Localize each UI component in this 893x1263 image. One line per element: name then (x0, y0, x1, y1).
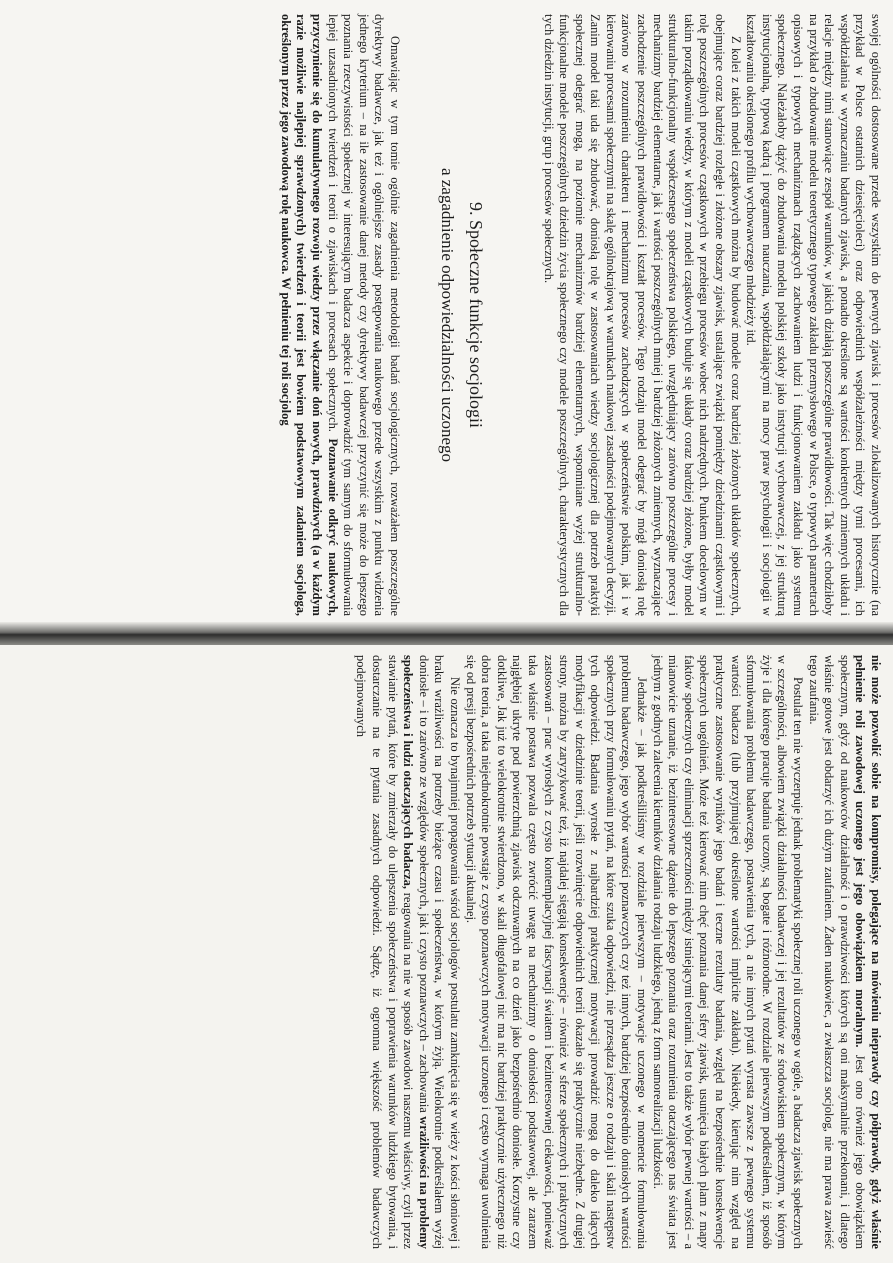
paragraph: swojej ogólności dostosowane przede wszystkim do pewnych zjawisk i procesów zlokalizowanych historycznie (na przykład w Polsce ostatnich dziesięcioleci) oraz odpowiednich współzależności między tymi procesami, ich współdziałania w wyznaczaniu badanych zjawisk, a ponadto określone są wartości konkretnych zmiennych układu i relacje między nimi stanowiące zespół warunków, w jakich działają poszczególne prawidłowości. Tak więc chodziłoby na przykład o zbudowanie modelu teoretycznego typowego zakładu przemysłowego w Polsce, o typowych parametrach opisowych i typowych mechanizmach rządzących zachowaniem ludzi i funkcjonowaniem zakładu jako systemu społecznego. Należałoby dążyć do zbudowania modelu polskiej szkoły jako instytucji wychowawczej, z jej strukturą instytucjonalną, typową kadrą i programem nauczania, współdziałającymi na mocy praw psychologii i socjologii w kształtowaniu określonego profilu wychowawczego młodzieży itd. (744, 14, 883, 616)
section-gap (488, 14, 540, 616)
paragraph (277, 14, 402, 616)
left-page (0, 0, 893, 622)
paragraph: Jednakże – jak podkreśliliśmy w rozdziale pierwszym – motywacje uczonego w momencie formułowania problemu badawczego, jego wybór wartości poznawczych czy też innych, bardziej bezpośrednio doniosłych wartości społecznych przy formułowaniu pytań, na które szuka odpowiedzi, nie przesądza jeszcze o rodzaju i skali następstw tych odpowiedzi. Badania wyrosłe z najbardziej praktycznej motywacji prowadzić mogą do daleko idących modyfikacji w dziedzinie teorii, jeśli rozwinięcie odpowiednich teorii okazało się praktycznie niezbędne. Z drugiej strony, można by zaryzykować też, iż najdalej sięgają konsekwencje – również w sferze społecznych i praktycznych zastosowań – prac wyrosłych z czysto kontemplacyjnej fascynacji światem i bezinteresownej ciekawości, ponieważ taka właśnie postawa pozwala często zwrócić uwagę na mechanizmy o doniosłości podstawowej, ale zarazem najgłębiej ukryte pod powierzchnią zjawisk odczuwanych na co dzień jako bezpośrednio doniosłe. Korzystne czy dotkliwe, Jak już to wielokrotnie stwierdzono, w skali długofalowej nic ma nic bardziej praktycznie użytecznego niż dobra teoria, a taka niejednokrotnie powstaje z czysto poznawczych motywacji uczonego i często wymaga uwolnienia się od presji bezpośrednich potrzeb sytuacji aktualnej. (463, 655, 650, 1249)
book-gutter (0, 622, 893, 645)
text-run: Jest ono również jego obowiązkiem społecznym, gdyż od naukowców działalność i o prawdziwości których są oni maksymalnie przekonani, i dlatego właśnie gotowe jest obdarzyć ich dużym zaufaniem. Żaden naukowiec, a zwłaszcza socjolog, nie ma prawa zawieść tego zaufania. (806, 655, 868, 1249)
paragraph: Z kolei z takich modeli cząstkowych można by budować modele coraz bardziej złożonych układów społecznych, obejmujące coraz bardziej rozległe i złożone obszary zjawisk, ustalające związki pomiędzy dziedzinami cząstkowymi i rolę poszczególnych procesów cząstkowych w przebiegu procesów wobec nich nadrzędnych. Punktem docelowym w takim porządkowaniu wiedzy, w którym z modeli cząstkowych buduje się układy coraz bardziej złożone, byłby model strukturalno-funkcjonalny współczesnego społeczeństwa polskiego, uwzględniający zarówno poszczególne procesy i mechanizmy bardziej elementarne, jak i wartości poszczególnych mniej i bardziej złożonych zmiennych, wyznaczające zachodzenie poszczególnych prawidłowości i kształt procesów. Tego rodzaju model odegrać by mógł doniosłą rolę zarówno w zrozumieniu charakteru i mechanizmu procesów zachodzących w społeczeństwie polskim, jak i w kierowaniu procesami społecznymi na skalę ogólnokrajową w warunkach naukowej zasadności podejmowanych decyzji. Zanim model taki uda się zbudować, doniosłą rolę w zastosowaniach wiedzy socjologicznej dla potrzeb praktyki społecznej odegrać mogą, na poziomie mechanizmów bardziej elementarnych, wspomniane wyżej strukturalno-funkcjonalne modele poszczególnych dziedzin życia społecznego czy modele poszczególnych, charakterystycznych dla tych dziedzin instytucji, grup i procesów społecznych. (541, 14, 743, 616)
bold-text-run: Poznawanie odkryć naukowych, przyczynienie się do kumulatywnego rozwoju wiedzy przez włączanie doń nowych, prawdziwych (a w każdym razie możliwie najlepiej sprawdzonych) twierdzeń i teorii jest bowiem podstawowym zadaniem socjologa, określonym przez jego zawodową rolę naukowca. W pełnieniu tej roli socjolog (278, 14, 340, 617)
paragraph (353, 655, 462, 1249)
text-run: Omawiając w tym tomie ogólnie zagadnienia metodologii badań socjologicznych, rozważałem poszczególne dyrektywy badawcze, jak też i ogólniejsze zasady postępowania naukowego przede wszystkim z punktu widzenia jednego kryterium – na ile zastosowanie danej metody czy dyrektywy badawczej przyczynić się może do lepszego poznania rzeczywistości społecznej w interesującym badacza aspekcie i doprowadzić tym samym do sformułowania lepiej uzasadnionych twierdzeń i teorii o zjawiskach i procesach społecznych. (325, 14, 402, 616)
chapter-title: 9. Społeczne funkcje socjologii (465, 202, 486, 428)
paragraph (805, 655, 883, 1249)
paragraph: Postulat ten nie wyczerpuje jednak problematyki społecznej roli uczonego w ogóle, a badacza zjawisk społecznych w szczególności, albowiem związki działalności badawczej i jej rezultatów ze środowiskiem społecznym, w którym żyje i dla którego pracuje badania uczony, są bogate i różnorodne. W rozdziale pierwszym podkreślałem, iż sposób sformułowania problemu badawczego, postawienia tych, a nie innych pytań wyrasta zawsze z pewnego systemu wartości badacza (lub przyjmującej określone wartości implicite zakładu). Niekiedy, kierując nim względ na praktyczne zastosowanie wyników jego badań i teczne rezultaty badania, względ na bezpośrednie konsekwencje społecznych uogólnień. Może też kierować nim chęć poznania danej sfery zjawisk, usunięcia białych plam z mapy faktów społecznych czy eliminacji sprzeczności między istniejącymi teoriami. Jest to także wybór pewnej wartości – a mianowicie uznanie, iż bezinteresowne dążenie do lepszego poznania oraz rozumienia otaczającego nas świata jest jednym z godnych zalecenia kierunków działania rodzaju ludzkiego, jedną z form samorealizacji ludzkości. (650, 655, 806, 1249)
bold-text-run: nie może pozwolić sobie na kompromisy, polegające na mówieniu nieprawdy czy półprawdy, gdyż właśnie pełnienie roli zawodowej uczonego jest jego obowiązkiem moralnym. (853, 655, 883, 1249)
text-run: Nie oznacza to bynajmniej propagowania wśród socjologów postulatu zamknięcia się w wieży z kości słoniowej i braku wrażliwości na potrzeby bieżące czasu i społeczeństwa, w którym żyją. Wielokrotnie podkreślałem wyżej doniosłe – i to zarówno ze względów społecznych, jak i czysto poznawczych – zachowania (416, 655, 462, 1249)
right-page (0, 645, 893, 1263)
chapter-subtitle: a zagadnienie odpowiedzialności uczonego (437, 167, 457, 463)
text-run: reagowania na nie w sposób zawodowi naszemu właściwy, czyli przez stawianie pytań, które by zmierzały do ulepszenia społeczeństwa i poprawienia warunków ludzkiego bytowania, i dostarczanie na te pytania zasadnych odpowiedzi. Sądzę, iż ogromna większość problemów badawczych podejmowanych (354, 655, 416, 1250)
bold-text-run: wrażliwości na problemy społeczeństwa i ludzi otaczających badacza, (401, 655, 431, 1249)
